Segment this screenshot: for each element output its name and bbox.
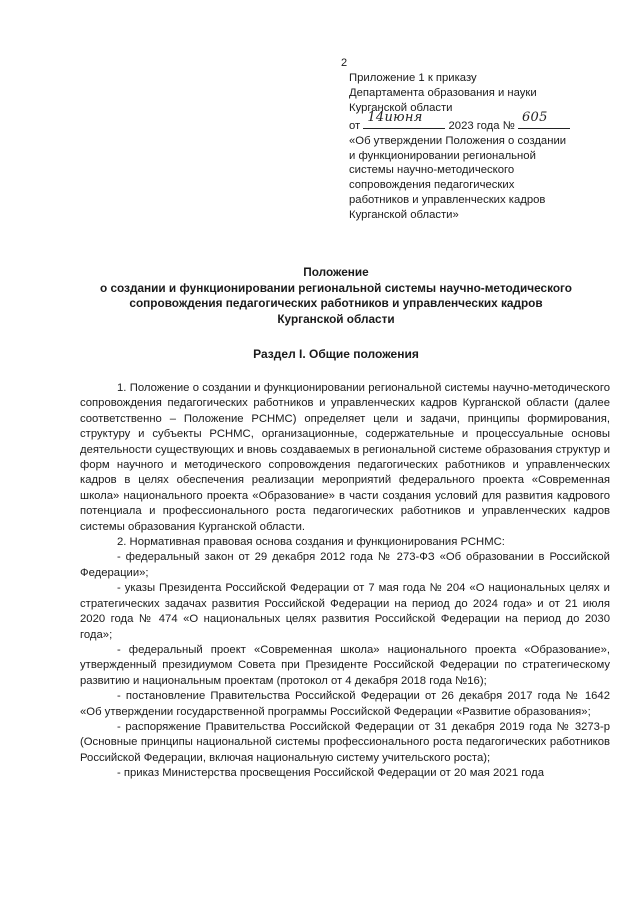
appendix-subject-line: системы научно-методического — [349, 164, 515, 177]
paragraph: - указы Президента Российской Федерации от 7 мая года № 204 «О национальных целях и стратегических задачах развития Российской Федерации на период до 2024 года» и от 21 июля 2020 года № 474 «О национальных целях развития Российской Федерации на период до 2030 года»; — [80, 582, 610, 641]
appendix-subject-line: Курганской области» — [349, 209, 459, 222]
appendix-subject-line: и функционировании региональной — [349, 149, 536, 162]
appendix-line: Курганской области — [349, 101, 453, 114]
appendix-line: Департамента образования и науки — [349, 86, 537, 99]
paragraph: - распоряжение Правительства Российской Федерации от 31 декабря 2019 года № 3273-р (Основные принципы национальной системы профессионального роста педагогических работников Российской Федерации, включая национальную систему учительского роста); — [80, 720, 610, 764]
title-line: Положение — [303, 265, 369, 279]
document-title — [60, 265, 612, 327]
title-line: Курганской области — [277, 311, 395, 326]
title-line: о создании и функционировании региональной системы научно-методического — [100, 280, 572, 295]
appendix-subject-line: работников и управленческих кадров — [349, 194, 546, 207]
appendix-block — [349, 71, 611, 223]
handwritten-date: 14июня — [367, 109, 423, 125]
paragraph: - федеральный закон от 29 декабря 2012 года № 273-ФЗ «Об образовании в Российской Федерации»; — [80, 551, 610, 579]
body-text — [80, 381, 610, 782]
paragraph: 1. Положение о создании и функционировании региональной системы научно-методического сопровождения педагогических работников и управленческих кадров Курганской области (далее соответственно – Положение РСНМС) определяет цели и задачи, принципы формирования, структуру и субъекты РСНМС, организационные, содержательные и процессуальные основы деятельности существующих и вновь создаваемых в региональной системе образования структур и форм научного и методического сопровождения педагогических работников и управленческих кадров в целях обеспечения реализации мероприятий федерального проекта «Современная школа» национального проекта «Образование» в части создания условий для развития кадрового потенциала и профессионального роста педагогических работников и управленческих кадров системы образования Курганской области. — [80, 382, 610, 533]
page-number: 2 — [341, 57, 348, 69]
year-text: 2023 года № — [448, 119, 515, 132]
paragraph: - приказ Министерства просвещения Российской Федерации от 20 мая 2021 года — [117, 767, 545, 780]
paragraph: - федеральный проект «Современная школа» национального проекта «Образование», утвержденный президиумом Совета при Президенте Российской Федерации по стратегическому развитию и национальным проектам (протокол от 4 декабря 2018 года №16); — [80, 643, 610, 687]
order-date-line — [349, 109, 611, 134]
appendix-line: Приложение 1 к приказу — [349, 72, 477, 84]
paragraph: - постановление Правительства Российской Федерации от 26 декабря 2017 года № 1642 «Об утверждении государственной программы Российской Федерации «Развитие образования»; — [80, 690, 610, 718]
handwritten-number: 605 — [521, 109, 548, 125]
title-line: сопровождения педагогических работников и управленческих кадров — [129, 296, 543, 311]
paragraph: 2. Нормативная правовая основа создания и функционирования РСНМС: — [117, 536, 505, 549]
appendix-subject-line: сопровождения педагогических — [349, 179, 515, 192]
section-title: Раздел I. Общие положения — [253, 347, 419, 361]
date-prefix: от — [349, 119, 361, 132]
appendix-subject-line: «Об утверждении Положения о создании — [349, 134, 567, 147]
